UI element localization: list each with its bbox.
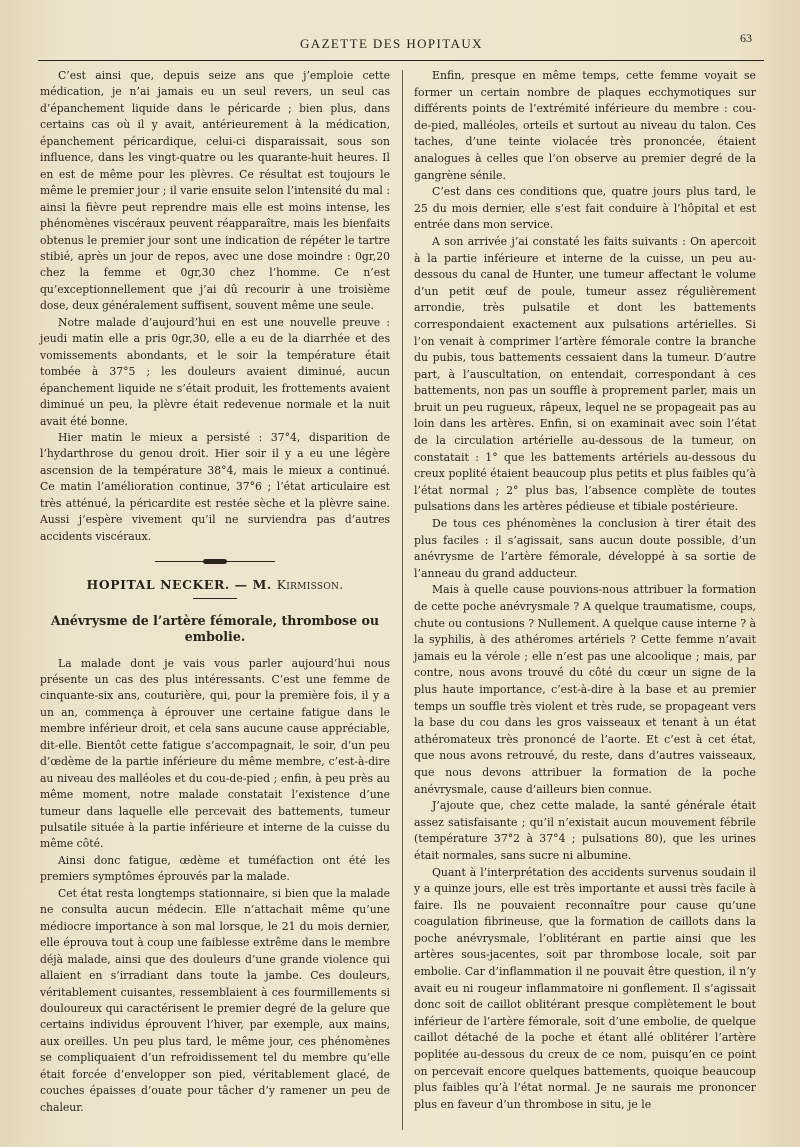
paragraph: Mais à quelle cause pouvions-nous attribuer la formation de cette poche anévrysmale ? A quelque traumatisme, coups, chute ou contusions ? Nullement. A quelque cause interne ? à la syphilis, à des athéromes artériels ? Cette femme n’avait jamais eu la vérole ; elle n’est pas une alcoolique ; mais, par contre, nous avons trouvé du côté du cœur un signe de la plus haute importance, c’est-à-dire à la base et au premier temps un souffle très violent et très rude, se propageant vers la base du cou dans les gros vaisseaux et tenant à un état athéromateux très prononcé de l’aorte. Et c’est à cet état, que nous avons retrouvé, du reste, dans d’autres vaisseaux, que nous devons attribuer la formation de la poche anévrysmale, cause d’ailleurs bien connue. (414, 583, 757, 796)
running-title: GAZETTE DES HOPITAUX (300, 36, 483, 51)
page-number: 63 (740, 31, 752, 45)
header-rule (38, 60, 764, 61)
short-rule (193, 598, 237, 599)
section-header (40, 577, 390, 593)
paragraph: Hier matin le mieux a persisté : 37°4, disparition de l’hydarthrose du genou droit. Hier soir il y a eu une légère ascension de la température 38°4, mais le mieux a continué. Ce matin l’amélioration continue, 37°6 ; l’état articulaire est très atténué, la péricardite est restée sèche et la plèvre saine. Aussi j’espère vivement qu’il ne surviendra pas d’autres accidents viscéraux. (40, 430, 390, 543)
paragraph: Cet état resta longtemps stationnaire, si bien que la malade ne consulta aucun médecin. Elle n’attachait même qu’une médiocre importance à son mal lorsque, le 21 du mois dernier, elle éprouva tout à coup une faiblesse extrême dans le membre déjà malade, ainsi que des douleurs d’une grande violence qui allaient en s’irradiant dans toute la jambe. Ces douleurs, véritablement cuisantes, ressemblaient à ces fourmillements si douloureux qui caractérisent le premier degré de la gelure que certains individus éprouvent l’hiver, par exemple, aux mains, aux oreilles. Un peu plus tard, le même jour, ces phénomènes se compliquaient d’un refroidissement tel du membre qu’elle était forcée d’envelopper son pied, véritablement glacé, de couches épaisses d’ouate pour tâcher d’y ramener un peu de chaleur. (40, 886, 390, 1114)
left-column (40, 68, 390, 1116)
paragraph: C’est ainsi que, depuis seize ans que j’emploie cette médication, je n’ai jamais eu un seul revers, un seul cas d’épanchement liquide dans le péricarde ; bien plus, dans certains cas où il y avait, antérieurement à la médication, épanchement péricardique, celui-ci disparaissait, sous son influence, dans les vingt-quatre ou les quarante-huit heures. Il en est de même pour les plèvres. Ce résultat est toujours le même le premier jour ; il varie ensuite selon l’intensité du mal : ainsi la fièvre peut reprendre mais elle est moins intense, les phénomènes viscéraux peuvent réapparaître, mais les bienfaits obtenus le premier jour sont une indication de répéter le tartre stibié, après un jour de repos, avec une dose moindre : 0gr,20 chez la femme et 0gr,30 chez l’homme. Ce n’est qu’exceptionnellement que j’ai dû recourir à une troisième dose, deux généralement suffisent, souvent même une seule. (40, 69, 390, 313)
paragraph: C’est dans ces conditions que, quatre jours plus tard, le 25 du mois dernier, elle s’est fait conduire à l’hôpital et est entrée dans mon service. (414, 185, 756, 232)
hospital-name: HOPITAL NECKER. — M. (86, 577, 272, 593)
paragraph: Notre malade d’aujourd’hui en est une nouvelle preuve : jeudi matin elle a pris 0gr,30, elle a eu de la diarrhée et des vomissements abondants, et le soir la température était tombée à 37°5 ; les douleurs avaient diminué, aucun épanchement liquide ne s’était produit, les frottements avaient diminué un peu, la plèvre était redevenue normale et la nuit avait été bonne. (40, 315, 390, 428)
paragraph: Ainsi donc fatigue, œdème et tuméfaction ont été les premiers symptômes éprouvés par la malade. (40, 853, 390, 884)
paragraph: Enfin, presque en même temps, cette femme voyait se former un certain nombre de plaques ecchymotiques sur différents points de l’extrémité inférieure du membre : cou-de-pied, malléoles, orteils et surtout au niveau du talon. Ces taches, d’une teinte violacée très prononcée, étaient analogues à celles que l’on observe au premier degré de la gangrène sénile. (414, 69, 756, 182)
paragraph: J’ajoute que, chez cette malade, la santé générale était assez satisfaisante ; qu’il n’existait aucun mouvement fébrile (température 37°2 à 37°4 ; pulsations 80), que les urines était normales, sans sucre ni albumine. (414, 799, 756, 862)
right-column (414, 68, 756, 1113)
paragraph: De tous ces phénomènes la conclusion à tirer était des plus faciles : il s’agissait, sans aucun doute possible, d’un anévrysme de l’artère fémorale, développé à sa sortie de l’anneau du grand adducteur. (414, 517, 756, 580)
section-ornament (155, 559, 275, 565)
paragraph: Quant à l’interprétation des accidents survenus soudain il y a quinze jours, elle est très importante et aussi très facile à faire. Ils ne pouvaient reconnaître pour cause qu’une coagulation fibrineuse, que la formation de caillots dans la poche anévrysmale, l’oblitérant en partie ainsi que les artères sous-jacentes, soit par thrombose locale, soit par embolie. Car d’inflammation il ne pouvait être question, il n’y avait eu ni rougeur inflammatoire ni gonflement. Il s’agissait donc soit de caillot oblitérant presque complètement le bout inférieur de l’artère fémorale, soit d’une embolie, de quelque caillot détaché de la poche et étant allé oblitérer l’artère poplitée au-dessous du creux de ce nom, puisqu’en ce point on percevait encore quelques battements, quoique beaucoup plus faibles qu’à l’état normal. Je ne saurais me prononcer plus en faveur d’un thrombose in situ, je le (414, 865, 756, 1111)
paragraph: A son arrivée j’ai constaté les faits suivants : On apercoit à la partie inférieure et interne de la cuisse, un peu au-dessous du canal de Hunter, une tumeur affectant le volume d’un petit œuf de poule, tumeur assez régulièrement arrondie, très pulsatile et dont les battements correspondaient exactement aux pulsations artérielles. Si l’on venait à comprimer l’artère fémorale contre la branche du pubis, tous battements cessaient dans la tumeur. D’autre part, à l’auscultation, on entendait, correspondant à ces battements, non pas un souffle à proprement parler, mais un bruit un peu rugueux, râpeux, lequel ne se propageait pas au loin dans les artères. Enfin, si on examinait avec soin l’état de la circulation artérielle au-dessous de la tumeur, on constatait : 1° que les battements artériels au-dessous du creux poplité étaient beaucoup plus petits et plus faibles qu’à l’état normal ; 2° plus bas, l’absence complète de toutes pulsations dans les artères pédieuse et tibiale postérieure. (414, 234, 756, 514)
paragraph: La malade dont je vais vous parler aujourd’hui nous présente un cas des plus intéressants. C’est une femme de cinquante-six ans, couturière, qui, pour la première fois, il y a un an, commença à éprouver une certaine fatigue dans le membre inférieur droit, et cela sans aucune cause appréciable, dit-elle. Bientôt cette fatigue s’accompagnait, le soir, d’un peu d’œdème de la partie inférieure du même membre, c’est-à-dire au niveau des malléoles et du cou-de-pied ; enfin, à peu près au même moment, notre malade constatait l’existence d’une tumeur dans laquelle elle percevait des battements, tumeur pulsatile située à la partie inférieure et interne de la cuisse du même côté. (40, 656, 390, 851)
article-title: Anévrysme de l’artère fémorale, thrombose ou embolie. (50, 612, 380, 645)
author-name: Kirmisson. (276, 577, 344, 593)
column-divider (402, 70, 403, 1130)
